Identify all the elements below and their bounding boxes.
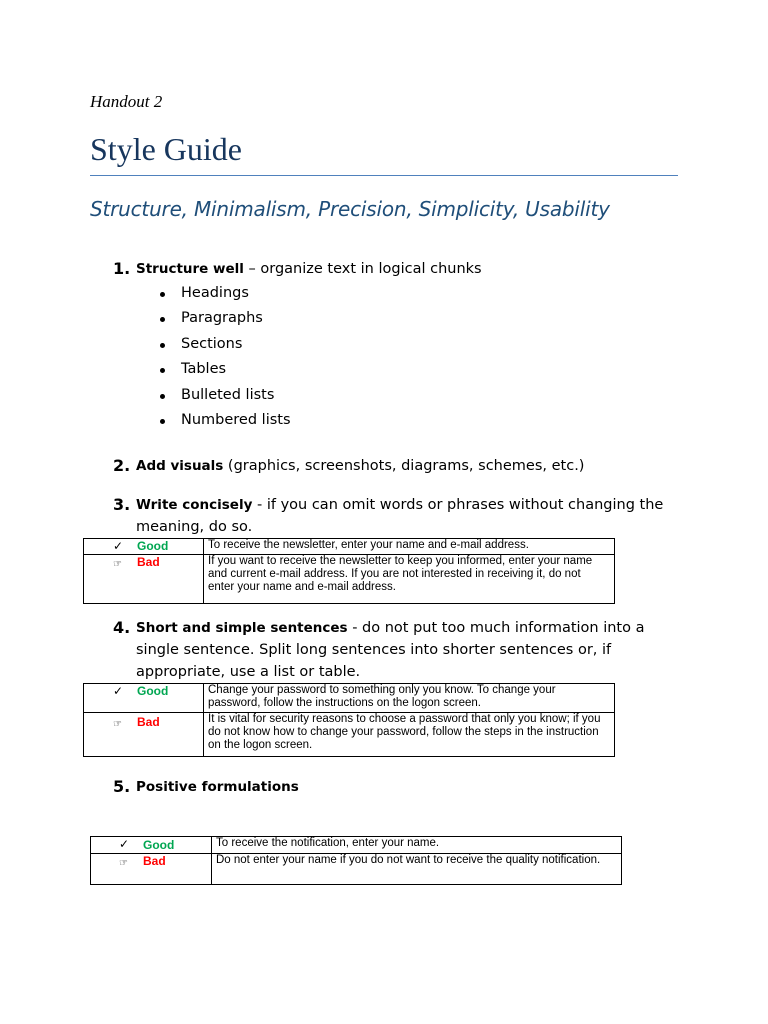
handout-label: Handout 2 — [90, 92, 163, 111]
item-1-number: 1. — [113, 259, 131, 278]
check-icon: ✓ — [113, 684, 124, 698]
bad-label: Bad — [137, 715, 160, 729]
item-5-number: 5. — [113, 777, 131, 796]
table-row — [91, 837, 622, 854]
good-example: To receive the newsletter, enter your name and e-mail address. — [204, 539, 615, 555]
check-icon: ✓ — [119, 837, 130, 851]
bad-example: Do not enter your name if you do not want to receive the quality notification. — [212, 854, 622, 885]
list-item: Tables — [160, 358, 291, 383]
item-4-heading — [136, 617, 676, 683]
item-5-example-table — [90, 836, 622, 885]
good-label: Good — [137, 539, 169, 553]
item-3-heading — [136, 494, 676, 538]
table-row — [91, 854, 622, 885]
item-3-text: - if you can omit words or phrases without changing the meaning, do so. — [136, 497, 664, 535]
good-label-cell — [91, 837, 212, 854]
good-example: To receive the notification, enter your name. — [212, 837, 622, 854]
item-3-example-table — [83, 538, 615, 604]
title-divider — [90, 175, 678, 176]
item-4-example-table — [83, 683, 615, 757]
good-label-cell — [84, 539, 204, 555]
table-row — [84, 713, 615, 757]
page-title: Style Guide — [90, 131, 242, 167]
good-label: Good — [137, 684, 169, 698]
table-row — [84, 684, 615, 713]
table-row — [84, 555, 615, 604]
good-example: Change your password to something only you know. To change your password, follow the instructions on the logon screen. — [204, 684, 615, 713]
bad-label: Bad — [143, 854, 166, 868]
item-3-number: 3. — [113, 495, 131, 514]
good-label-cell — [84, 684, 204, 713]
item-1-heading — [136, 258, 676, 280]
hand-pointer-icon: ☞ — [113, 719, 122, 730]
bad-example: It is vital for security reasons to choose a password that only you know; if you do not know how to change your password, follow the steps in the instruction on the logon screen. — [204, 713, 615, 757]
list-item: Numbered lists — [160, 409, 291, 434]
hand-pointer-icon: ☞ — [119, 858, 128, 869]
item-5-heading — [136, 776, 676, 798]
bad-label-cell — [84, 713, 204, 757]
bad-label-cell — [91, 854, 212, 885]
list-item: Sections — [160, 333, 291, 358]
item-1-bullet-list — [160, 282, 291, 434]
bad-label: Bad — [137, 555, 160, 569]
bad-label-cell — [84, 555, 204, 604]
list-item: Paragraphs — [160, 307, 291, 332]
item-1-title: Structure well — [136, 261, 244, 277]
page-subtitle: Structure, Minimalism, Precision, Simplicity, Usability — [90, 197, 610, 221]
item-5-title: Positive formulations — [136, 779, 299, 795]
item-4-title: Short and simple sentences — [136, 620, 348, 636]
table-row — [84, 539, 615, 555]
check-icon: ✓ — [113, 539, 124, 553]
item-2-number: 2. — [113, 456, 131, 475]
item-2-heading — [136, 455, 676, 477]
good-label: Good — [143, 838, 175, 852]
hand-pointer-icon: ☞ — [113, 559, 122, 570]
item-4-number: 4. — [113, 618, 131, 637]
list-item: Headings — [160, 282, 291, 307]
list-item: Bulleted lists — [160, 384, 291, 409]
item-2-title: Add visuals — [136, 458, 224, 474]
item-4-text: - do not put too much information into a single sentence. Split long sentences into shorter sentences or, if appropriate, use a list or table. — [136, 620, 645, 680]
item-2-text: (graphics, screenshots, diagrams, schemes, etc.) — [223, 458, 585, 474]
bad-example: If you want to receive the newsletter to keep you informed, enter your name and current e-mail address. If you are not interested in receiving it, do not enter your name and e-mail address. — [204, 555, 615, 604]
item-3-title: Write concisely — [136, 497, 253, 513]
item-1-text: – organize text in logical chunks — [243, 261, 482, 277]
